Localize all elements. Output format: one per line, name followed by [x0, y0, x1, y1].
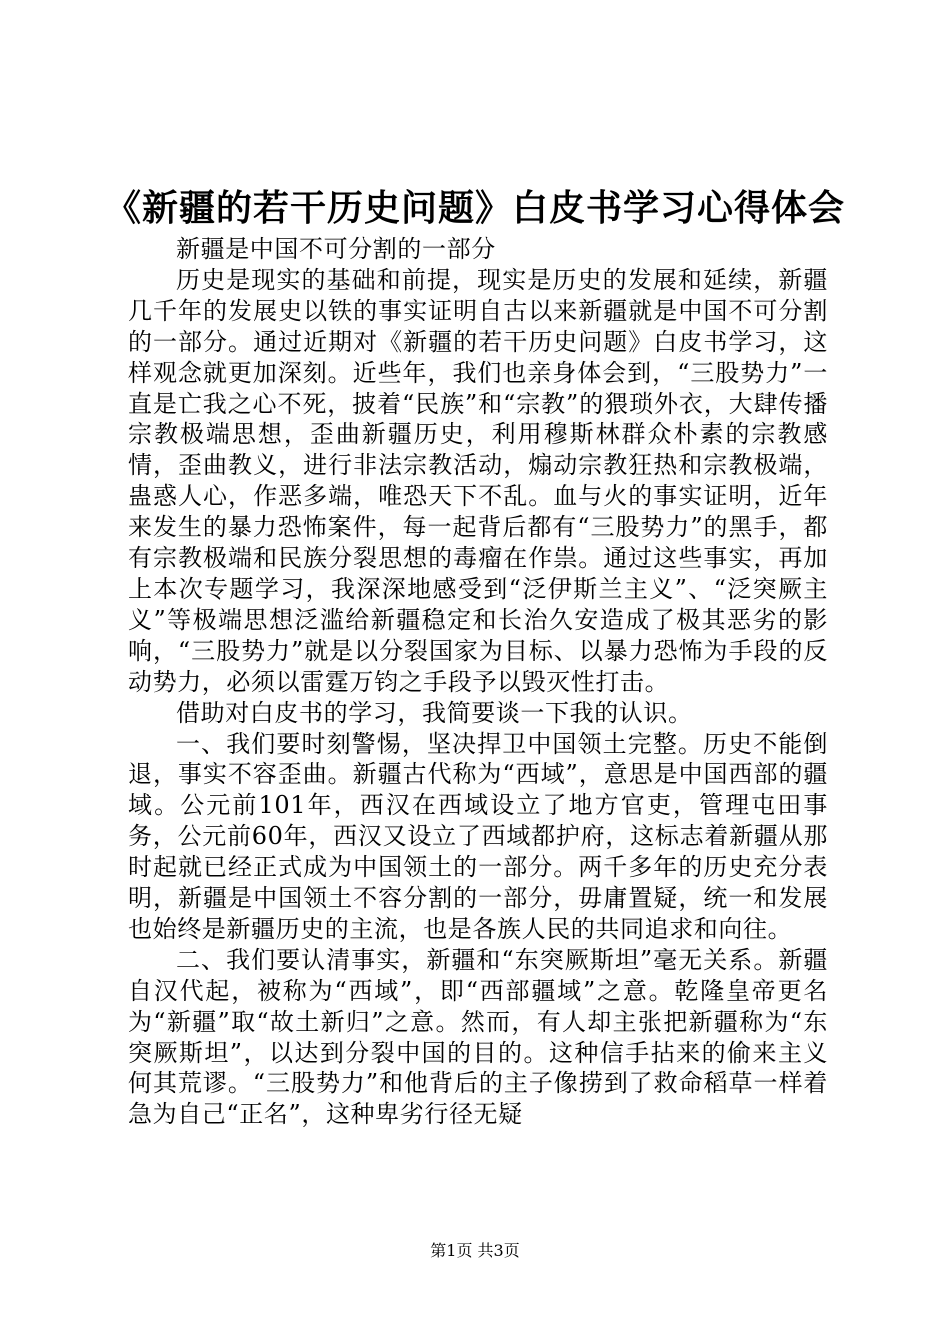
page-number-footer: 第1页 共3页: [430, 1241, 520, 1260]
body-paragraph: 一、我们要时刻警惕，坚决捍卫中国领土完整。历史不能倒退，事实不容歪曲。新疆古代称为“西域”，意思是中国西部的疆域。公元前101年，西汉在西域设立了地方官吏，管理屯田事务，公元前60年，西汉又设立了西域都护府，这标志着新疆从那时起就已经正式成为中国领土的一部分。两千多年的历史充分表明，新疆是中国领土不容分割的一部分，毋庸置疑，统一和发展也始终是新疆历史的主流，也是各族人民的共同追求和向往。: [128, 729, 828, 943]
body-paragraph: 借助对白皮书的学习，我简要谈一下我的认识。: [176, 698, 693, 727]
document-title: 《新疆的若干历史问题》白皮书学习心得体会: [104, 187, 845, 229]
section-heading: 新疆是中国不可分割的一部分: [176, 235, 496, 263]
body-paragraph: 二、我们要认清事实，新疆和“东突厥斯坦”毫无关系。新疆自汉代起，被称为“西域”，即“西部疆域”之意。乾隆皇帝更名为“新疆”取“故土新归”之意。然而，有人却主张把新疆称为“东突厥斯坦”，以达到分裂中国的目的。这种信手拈来的偷来主义何其荒谬。“三股势力”和他背后的主子像捞到了救命稻草一样着急为自己“正名”，这种卑劣行径无疑: [128, 945, 828, 1129]
body-paragraph: 历史是现实的基础和前提，现实是历史的发展和延续，新疆几千年的发展史以铁的事实证明自古以来新疆就是中国不可分割的一部分。通过近期对《新疆的若干历史问题》白皮书学习，这样观念就更加深刻。近些年，我们也亲身体会到，“三股势力”一直是亡我之心不死，披着“民族”和“宗教”的猥琐外衣，大肆传播宗教极端思想，歪曲新疆历史，利用穆斯林群众朴素的宗教感情，歪曲教义，进行非法宗教活动，煽动宗教狂热和宗教极端，蛊惑人心，作恶多端，唯恐天下不乱。血与火的事实证明，近年来发生的暴力恐怖案件，每一起背后都有“三股势力”的黑手，都有宗教极端和民族分裂思想的毒瘤在作祟。通过这些事实，再加上本次专题学习，我深深地感受到“泛伊斯兰主义”、“泛突厥主义”等极端思想泛滥给新疆稳定和长治久安造成了极其恶劣的影响，“三股势力”就是以分裂国家为目标、以暴力恐怖为手段的反动势力，必须以雷霆万钧之手段予以毁灭性打击。: [128, 265, 828, 696]
document-body: [128, 234, 828, 1130]
